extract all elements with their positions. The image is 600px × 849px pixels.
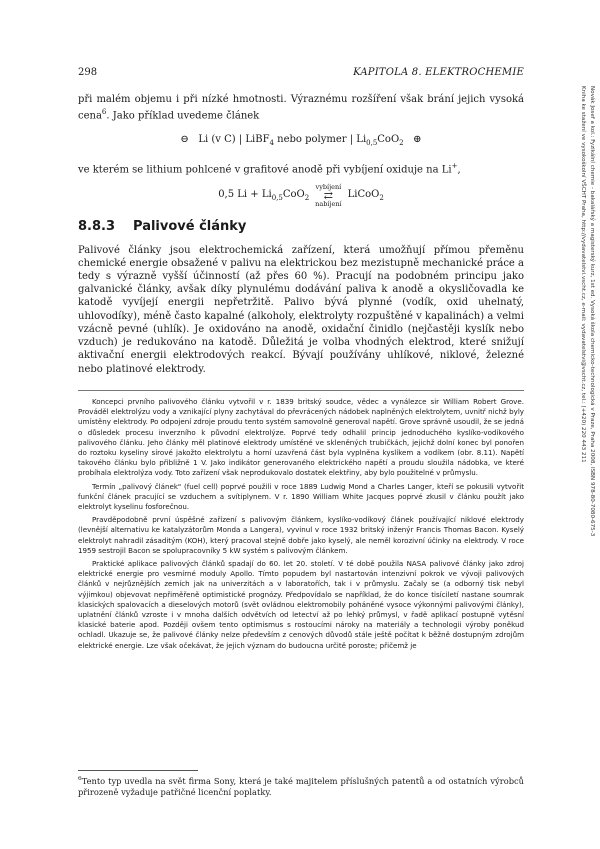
side-citation bbox=[574, 86, 596, 626]
formula-part: nebo polymer | Li bbox=[273, 133, 367, 145]
text: při malém objemu i při nízké hmotnosti. Výraznému rozšíření však brání jejich vysoká cena bbox=[78, 94, 524, 122]
footnote-text: Tento typ uvedla na svět firma Sony, která je také majitelem příslušných patentů a od ostatních výrobců přirozeně vyžaduje patřičné licenční poplatky. bbox=[78, 775, 524, 797]
box-paragraph: Pravděpodobně první úspěšné zařízení s palivovým článkem, kyslíko-vodíkový článek používající niklové elektrody (levnější alternativu ke katalyzátorům Monda a Langera), vyvinul v roce 1932 britský inženýr Francis Thomas Bacon. Kyselý elektrolyt nahradil zásaditým (KOH), který pracoval stejně dobře jako kyselý, ale neměl korozivní účinky na elektrody. V roce 1959 sestrojil Bacon se spolupracovníky 5 kW systém s palivovým článkem. bbox=[78, 515, 524, 555]
box-paragraph: Koncepci prvního palivového článku vytvořil v r. 1839 britský soudce, vědec a vynálezce sir William Robert Grove. Prováděl elektrolýzu vody a vznikající plyny zachytával do převrácených nádobek naplněných elektrolytem, uvnitř nichž byly umístěny elektrody. Po odpojení zdroje proudu tento systém samovolně generoval napětí. Grove správně usoudil, že se jedná o důsledek procesu inverzního k původní elektrolýze. Poprvé tedy odhalil princip jednoduchého kyslíko-vodíkového palivového článku. Jeho články měl platinové elektrody umístěné ve skleněných trubičkách, jejichž dolní konec byl ponořen do roztoku kyseliny sírové jakožto elektrolytu a horní uzavřená část byla vyplněna kyslíkem a vodíkem (obr. 8.11). Napětí takového článku bylo přibližně 1 V. Jako indikátor generovaného elektrického napětí a proudu sloužila nádobka, ve které probíhala elektrolýza vody. Toto zařízení však neprodukovalo dostatek elektřiny, aby bylo použitelné v průmyslu. bbox=[78, 397, 524, 478]
page-number: 298 bbox=[78, 67, 98, 78]
page-header bbox=[78, 67, 524, 81]
subscript: 2 bbox=[304, 193, 310, 202]
subscript: 4 bbox=[269, 138, 274, 147]
footnote-rule bbox=[78, 770, 198, 771]
product bbox=[348, 188, 384, 205]
arrow-icon: ⇄ bbox=[323, 189, 333, 203]
text: . Jako příklad uvedeme článek bbox=[106, 110, 260, 122]
footnote-mark: 6 bbox=[78, 776, 82, 782]
arrow-label-top: vybíjení bbox=[315, 183, 342, 192]
paragraph-fuel-cells: Palivové články jsou elektrochemická zařízení, která umožňují přímou přeměnu chemické energie obsažené v palivu na elektrickou bez mezistupně mechanické práce a tedy s výrazně vyšší účinností (až přes 60 %). Pracují na podobném principu jako galvanické články, avšak díky plynulému dodávání paliva k anodě a okysličovadla ke katodě vyvíjejí energii nepřetržitě. Palivo bývá plynné (vodík, oxid uhelnatý, uhlovodíky), méně často kapalné (alkoholy, elektrolyty rozpuštěné v kapalinách) a velmi vzácně pevné (uhlík). Je oxidováno na anodě, oxidační činidlo (nejčastěji kyslík nebo vzduch) je redukováno na katodě. Důležitá je volba vhodných elektrod, které snižují aktivační energii elektrodových reakcí. Bývají používány uhlíkové, niklové, železné nebo platinové elektrody. bbox=[78, 244, 524, 375]
cell-formula bbox=[78, 133, 524, 150]
plus-sign: ⊕ bbox=[413, 133, 422, 145]
formula-part: CoO bbox=[282, 188, 305, 200]
chapter-title: KAPITOLA 8. ELEKTROCHEMIE bbox=[353, 67, 524, 78]
reaction-equation bbox=[78, 184, 524, 208]
section-heading bbox=[78, 220, 524, 233]
subscript: 2 bbox=[399, 138, 404, 147]
footnote-mark: 6 bbox=[101, 108, 107, 117]
history-box bbox=[78, 390, 524, 654]
subscript: 0,5 bbox=[366, 138, 378, 147]
subscript: 0,5 bbox=[271, 193, 283, 202]
citation-line: Kniha ke stažení ve vysokoškolní VŠCHT Praha, http://vydavatelstvi.vscht.cz, e-mail: vydavatelstvi@vscht.cz, tel.: (+420) 220 443 211 bbox=[580, 86, 586, 463]
box-paragraph: Termín „palivový článek" (fuel cell) poprvé použili v roce 1889 Ludwig Mond a Charles Langer, kteří se pokusili vytvořit funkční článek pracující se vzduchem a svítiplynem. V r. 1890 William White Jacques poprvé zkusil v článku použít jako elektrolyt kyselinu fosforečnou. bbox=[78, 481, 524, 512]
rotated-citation bbox=[578, 86, 596, 626]
equilibrium-arrow bbox=[315, 184, 341, 208]
section-title: Palivové články bbox=[133, 219, 247, 235]
subscript: 2 bbox=[379, 193, 384, 202]
box-paragraph: Praktické aplikace palivových článků spadají do 60. let 20. století. V té době použila NASA palivové články jako zdroj elektrické energie pro vesmírné moduly Apollo. Tímto popudem byl nastartován intenzivní pokrok ve vývoji palivových článků v nejrůznějších zemích jak na univerzitách a v laboratořích, tak i v průmyslu. Začaly se (a odborný tisk nebyl výjimkou) objevovat nepřiměřeně optimistické prognózy. Předpovídalo se například, že do konce tisíciletí nastane soumrak klasických spalovacích a dieselových motorů (svět ovládnou elektromobily poháněné vysoce výkonnými palivovými články), uplatnění článků vzroste i v mnoha dalších odvětvích od letectví až po lehký průmysl, v řadě aplikací postupně vytěsní klasické baterie apod. Později ovšem tento optimismus s rostoucími nároky na materiály a technologii výroby poněkud ochladl. Ukazuje se, že palivové články nelze především z cenových důvodů stále ještě počítat k běžně dostupným zdrojům elektrické energie. Lze však očekávat, že jejich význam do budoucna určitě poroste; přičemž je bbox=[78, 559, 524, 650]
main-text bbox=[78, 93, 524, 376]
reactants bbox=[218, 188, 309, 205]
formula-part: Li (v C) | LiBF bbox=[198, 133, 270, 145]
text: ve kterém se lithium pohlcené v grafitové anodě při vybíjení oxiduje na Li bbox=[78, 164, 452, 176]
arrow-label-bottom: nabíjení bbox=[315, 200, 342, 209]
formula-part: LiCoO bbox=[347, 188, 380, 200]
formula-part: CoO bbox=[377, 133, 400, 145]
section-number: 8.8.3 bbox=[78, 219, 116, 235]
text: , bbox=[457, 164, 461, 176]
paragraph-intro bbox=[78, 93, 524, 123]
footnote bbox=[78, 774, 524, 798]
paragraph-anode bbox=[78, 160, 524, 177]
citation-line: Novák Josef a kol.: Fyzikální chemie - bakalářský a magisterský kurz, 1st ed. Vysoká škola chemicko-technologická v Praze, Praha 2008, ISBN 978-80-7080-675-3 bbox=[589, 86, 595, 537]
minus-sign: ⊖ bbox=[180, 133, 189, 145]
superscript: + bbox=[451, 161, 458, 170]
formula-part: 0,5 Li + Li bbox=[218, 188, 272, 200]
